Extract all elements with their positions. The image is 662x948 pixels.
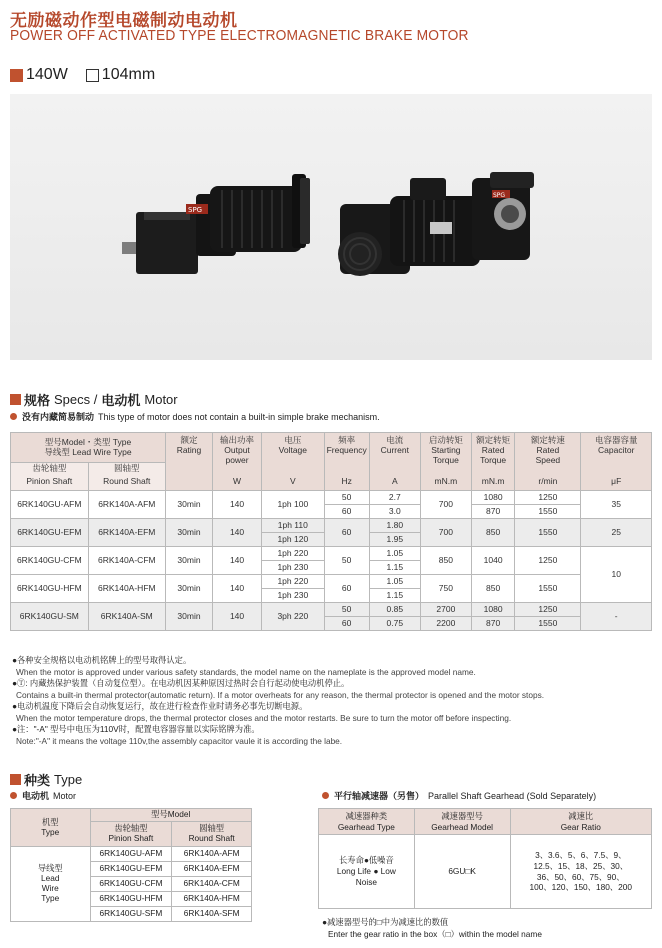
row-rspeed: 1550	[515, 519, 581, 547]
row-rspeed: 1250	[515, 491, 581, 505]
type-heading	[10, 770, 82, 789]
output-unit: W	[213, 475, 262, 491]
gear-note-en: Enter the gear ratio in the box（□）within the model name	[328, 929, 542, 939]
section-square-icon	[10, 774, 21, 785]
row-pinion: 6RK140GU-HFM	[11, 575, 89, 603]
table-row	[11, 491, 652, 505]
row-rspeed: 1250	[515, 603, 581, 617]
row-freq: 50	[324, 547, 369, 575]
note-line: ●注："-A" 型号中电压为110V时，配置电容器容量以实际铭牌为准。	[12, 724, 260, 734]
rspeed-unit: r/min	[515, 475, 581, 491]
row-rtorque: 870	[471, 617, 514, 631]
rtorque-header-en2: Torque	[480, 454, 507, 465]
note-line: When the motor is approved under various safety standards, the model name on the nameplate is the approved model name.	[16, 666, 476, 677]
freq-header-cn: 频率	[338, 435, 356, 445]
type-header-en: Type	[41, 826, 60, 837]
row-rating: 30min	[165, 519, 212, 547]
pinion-model: 6RK140GU-CFM	[90, 877, 172, 892]
row-voltage: 1ph 230	[262, 589, 325, 603]
type-title-cn: 种类	[24, 774, 51, 789]
power-size-row	[10, 66, 155, 84]
row-current: 1.95	[369, 533, 420, 547]
row-current: 0.75	[369, 617, 420, 631]
no-brake-note	[10, 410, 380, 423]
gear-type-en: Noise	[355, 876, 377, 887]
product-photo	[10, 94, 652, 360]
motor-title-en: Motor	[144, 392, 178, 407]
note-line: Contains a built-in thermal protector(automatic return). If a motor overheats for any reason, the thermal protector is opened and the motor stops.	[16, 689, 545, 700]
pinion-model: 6RK140GU-SFM	[90, 907, 172, 922]
row-voltage: 1ph 220	[262, 547, 325, 561]
left-motor	[122, 174, 310, 274]
row-rtorque: 850	[471, 575, 514, 603]
row-current: 1.05	[369, 547, 420, 561]
row-start: 700	[420, 519, 471, 547]
round-model: 6RK140A-HFM	[172, 892, 252, 907]
row-cap: 35	[581, 491, 652, 519]
row-start: 2200	[420, 617, 471, 631]
lead-wire-label-en: Wire	[41, 883, 59, 893]
empty-square-icon	[86, 69, 99, 82]
gear-model: 6GU□K	[414, 835, 510, 909]
motor-sub-en: Motor	[53, 790, 77, 801]
row-voltage: 1ph 100	[262, 491, 325, 519]
gear-model-header-cn: 减速器型号	[441, 810, 483, 821]
table-row	[11, 575, 652, 589]
motor-subheading	[10, 789, 76, 802]
round-header-en: Round Shaft	[188, 833, 235, 843]
note-line: ●各种安全规格以电动机铭牌上的型号取得认定。	[12, 655, 192, 665]
row-cap: -	[581, 603, 652, 631]
rspeed-header-en: Rated	[536, 444, 560, 455]
row-rating: 30min	[165, 547, 212, 575]
gear-ratio-line: 3、3.6、5、6、7.5、9、	[535, 849, 627, 860]
round-header-en: Round Shaft	[88, 475, 165, 491]
gear-sub-en: Parallel Shaft Gearhead (Sold Separately)	[428, 790, 597, 801]
row-pinion: 6RK140GU-SM	[11, 603, 89, 631]
row-current: 1.80	[369, 519, 420, 533]
pinion-header-en: Pinion Shaft	[11, 475, 89, 491]
row-cap: 25	[581, 519, 652, 547]
right-logo: SPG	[493, 192, 506, 199]
start-unit: mN.m	[420, 475, 471, 491]
output-header-en2: power	[225, 454, 249, 465]
model-header: 型号Model	[90, 809, 251, 822]
row-start: 850	[420, 547, 471, 575]
specs-heading	[10, 390, 178, 409]
row-freq: 60	[324, 519, 369, 547]
row-start: 700	[420, 491, 471, 519]
row-current: 1.15	[369, 561, 420, 575]
model-subheader: 导线型 Lead Wire Type	[44, 446, 132, 457]
motor-title-cn: 电动机	[101, 394, 141, 409]
note-line: Note:"-A" it means the voltage 110v,the assembly capacitor vaule it is according the labe.	[16, 735, 343, 746]
row-current: 2.7	[369, 491, 420, 505]
size-value: 104mm	[101, 66, 156, 83]
row-freq: 60	[324, 617, 369, 631]
specs-title-en: Specs /	[54, 392, 98, 407]
freq-unit: Hz	[324, 475, 369, 491]
type-title-en: Type	[54, 772, 83, 787]
row-rtorque: 870	[471, 505, 514, 519]
round-model: 6RK140A-EFM	[172, 862, 252, 877]
row-rspeed: 1550	[515, 575, 581, 603]
row-round: 6RK140A-SM	[88, 603, 165, 631]
pinion-header-cn: 齿轮轴型	[114, 823, 148, 834]
voltage-header-en: Voltage	[278, 444, 308, 455]
row-voltage: 1ph 230	[262, 561, 325, 575]
current-header-cn: 电流	[386, 435, 404, 445]
row-rtorque: 1080	[471, 491, 514, 505]
section-square-icon	[10, 394, 21, 405]
row-current: 1.05	[369, 575, 420, 589]
row-freq: 50	[324, 603, 369, 617]
note-line: ●电动机温度下降后会自动恢复运行，故在进行检查作业时请务必事先切断电源。	[12, 701, 308, 711]
gear-ratio-line: 12.5、15、18、25、30、	[533, 860, 629, 871]
row-rating: 30min	[165, 575, 212, 603]
row-current: 1.15	[369, 589, 420, 603]
right-motor	[338, 172, 534, 276]
row-start: 750	[420, 575, 471, 603]
gear-ratio-line: 100、120、150、180、200	[529, 882, 632, 893]
pinion-model: 6RK140GU-EFM	[90, 862, 172, 877]
row-rspeed: 1250	[515, 547, 581, 575]
table-row	[11, 547, 652, 561]
lead-wire-label-en: Type	[41, 892, 60, 903]
title-cn: 无励磁动作型电磁制动电动机	[10, 11, 238, 31]
row-pinion: 6RK140GU-CFM	[11, 547, 89, 575]
start-header-cn: 启动转矩	[428, 435, 463, 445]
spec-table	[10, 432, 652, 631]
row-start: 2700	[420, 603, 471, 617]
pinion-model: 6RK140GU-AFM	[90, 847, 172, 862]
row-voltage: 3ph 220	[262, 603, 325, 631]
row-rtorque: 1080	[471, 603, 514, 617]
current-unit: A	[369, 475, 420, 491]
row-voltage: 1ph 220	[262, 575, 325, 589]
gear-ratio-line: 36、50、60、75、90、	[536, 871, 625, 882]
current-header-en: Current	[380, 444, 409, 455]
bullet-dot-icon	[322, 792, 329, 799]
output-header-cn: 输出功率	[220, 435, 255, 445]
table-row	[11, 603, 652, 617]
pinion-header-en: Pinion Shaft	[108, 833, 154, 843]
rtorque-header-en: Rated	[481, 444, 505, 455]
gear-subheading	[322, 789, 596, 802]
rtorque-header-cn: 额定转矩	[476, 435, 511, 445]
start-header-en: Starting	[431, 444, 461, 455]
row-rating: 30min	[165, 491, 212, 519]
row-output: 140	[213, 603, 262, 631]
row-current: 0.85	[369, 603, 420, 617]
gear-table	[318, 808, 652, 909]
row-pinion: 6RK140GU-AFM	[11, 491, 89, 519]
pinion-model: 6RK140GU-HFM	[90, 892, 172, 907]
table-row	[11, 847, 252, 862]
row-output: 140	[213, 519, 262, 547]
freq-header-en: Frequency	[326, 444, 367, 455]
table-row	[319, 835, 652, 909]
rating-header-cn: 额定	[180, 435, 198, 445]
voltage-unit: V	[262, 475, 325, 491]
round-model: 6RK140A-SFM	[172, 907, 252, 922]
round-header-cn: 圆轴型	[114, 462, 140, 473]
notes	[12, 655, 652, 747]
row-current: 3.0	[369, 505, 420, 519]
motor-illustration	[10, 94, 652, 360]
gear-note	[322, 916, 542, 940]
no-brake-note-cn: 没有内藏简易制动	[22, 413, 95, 423]
note-line: When the motor temperature drops, the thermal protector closes and the motor restarts. Be sure to turn the motor off before inspecting.	[16, 712, 512, 723]
gear-type-header-en: Gearhead Type	[337, 821, 395, 832]
cap-unit: μF	[581, 475, 652, 491]
row-output: 140	[213, 547, 262, 575]
row-rspeed: 1550	[515, 617, 581, 631]
left-logo: SPG	[188, 206, 203, 214]
lead-wire-label-en: Lead	[41, 873, 60, 884]
power-value: 140W	[26, 66, 68, 83]
row-freq: 60	[324, 575, 369, 603]
gear-model-header-en: Gearhead Model	[431, 821, 494, 832]
round-header-cn: 圆轴型	[199, 823, 225, 834]
note-line: ●Ⓣ: 内藏热保护装置（自动复位型）。在电动机因某种原因过热时会自行起动使电动机停止。	[12, 678, 350, 688]
gear-ratio-header-en: Gear Ratio	[560, 821, 601, 832]
row-output: 140	[213, 575, 262, 603]
row-round: 6RK140A-HFM	[88, 575, 165, 603]
row-voltage: 1ph 110	[262, 519, 325, 533]
pinion-header-cn: 齿轮轴型	[32, 462, 67, 473]
type-table	[10, 808, 252, 922]
row-cap: 10	[581, 547, 652, 603]
row-pinion: 6RK140GU-EFM	[11, 519, 89, 547]
gear-type-en: Long Life ● Low	[336, 866, 396, 877]
rspeed-header-en2: Speed	[535, 454, 561, 465]
row-round: 6RK140A-AFM	[88, 491, 165, 519]
row-rspeed: 1550	[515, 505, 581, 519]
rspeed-header-cn: 额定转速	[530, 435, 565, 445]
rating-header-en: Rating	[176, 444, 202, 455]
gear-type-header-cn: 减速器种类	[345, 810, 388, 821]
row-freq: 50	[324, 491, 369, 505]
row-round: 6RK140A-EFM	[88, 519, 165, 547]
row-round: 6RK140A-CFM	[88, 547, 165, 575]
round-model: 6RK140A-AFM	[172, 847, 252, 862]
round-model: 6RK140A-CFM	[172, 877, 252, 892]
specs-title-cn: 规格	[24, 394, 51, 409]
lead-wire-label-cn: 导线型	[37, 863, 63, 874]
no-brake-note-en: This type of motor does not contain a built-in simple brake mechanism.	[98, 411, 380, 422]
type-header-cn: 机型	[41, 816, 59, 827]
model-header: 型号Model・类型 Type	[44, 436, 132, 447]
row-freq: 60	[324, 505, 369, 519]
row-voltage: 1ph 120	[262, 533, 325, 547]
row-rtorque: 850	[471, 519, 514, 547]
table-row	[11, 519, 652, 533]
start-header-en2: Torque	[432, 454, 459, 465]
gear-sub-cn: 平行轴减速器（另售）	[334, 792, 425, 802]
row-output: 140	[213, 491, 262, 519]
filled-square-icon	[10, 69, 23, 82]
bullet-dot-icon	[10, 792, 17, 799]
cap-header-cn: 电容器容量	[594, 435, 638, 445]
bullet-dot-icon	[10, 413, 17, 420]
title-en: POWER OFF ACTIVATED TYPE ELECTROMAGNETIC BRAKE MOTOR	[10, 27, 469, 44]
output-header-en: Output	[224, 444, 250, 455]
gear-note-cn: ●减速器型号的□中为减速比的数值	[322, 917, 449, 927]
row-rating: 30min	[165, 603, 212, 631]
row-rtorque: 1040	[471, 547, 514, 575]
gear-ratio-header-cn: 减速比	[568, 810, 594, 821]
motor-sub-cn: 电动机	[22, 792, 50, 802]
voltage-header-cn: 电压	[284, 435, 302, 445]
cap-header-en: Capacitor	[598, 444, 635, 455]
rtorque-unit: mN.m	[471, 475, 514, 491]
gear-type-cn: 长寿命●低噪音	[338, 855, 394, 866]
